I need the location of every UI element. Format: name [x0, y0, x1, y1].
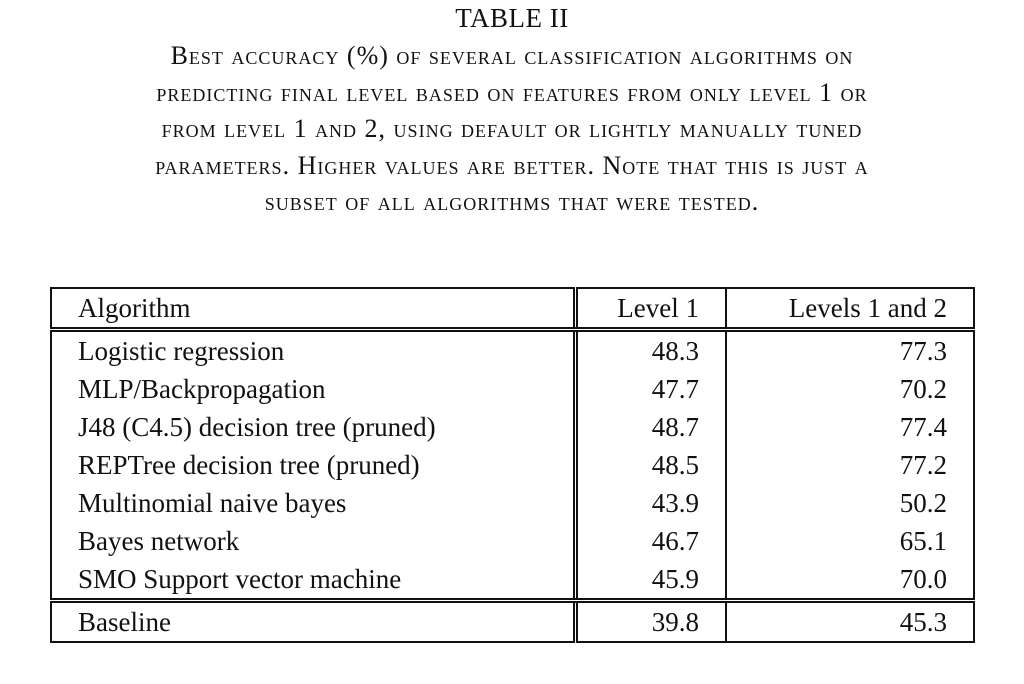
algorithm-cell: SMO Support vector machine: [51, 560, 576, 601]
table-row: [51, 522, 974, 560]
caption-line: from level 1 and 2, using default or lightly manually tuned: [161, 114, 863, 143]
levels-1-and-2-cell: 70.2: [726, 370, 974, 408]
table-row: [51, 330, 974, 371]
caption-line: subset of all algorithms that were tested.: [264, 187, 760, 216]
levels-1-and-2-cell: 50.2: [726, 484, 974, 522]
levels-1-and-2-cell: 65.1: [726, 522, 974, 560]
algorithm-cell: Bayes network: [51, 522, 576, 560]
levels-1-and-2-cell: 45.3: [726, 601, 974, 643]
level-1-cell: 48.7: [576, 408, 727, 446]
level-1-cell: 48.3: [576, 330, 727, 371]
level-1-cell: 47.7: [576, 370, 727, 408]
level-1-cell: 46.7: [576, 522, 727, 560]
algorithm-cell: Logistic regression: [51, 330, 576, 371]
results-table: [50, 287, 975, 643]
algorithm-cell: MLP/Backpropagation: [51, 370, 576, 408]
caption-line: Best accuracy (%) of several classification algorithms on: [170, 41, 854, 70]
baseline-row: [51, 601, 974, 643]
header-levels-1-and-2: Levels 1 and 2: [726, 288, 974, 330]
level-1-cell: 48.5: [576, 446, 727, 484]
level-1-cell: 39.8: [576, 601, 727, 643]
algorithm-cell: Baseline: [51, 601, 576, 643]
table-row: [51, 484, 974, 522]
table-row: [51, 560, 974, 601]
levels-1-and-2-cell: 70.0: [726, 560, 974, 601]
levels-1-and-2-cell: 77.4: [726, 408, 974, 446]
algorithm-cell: Multinomial naive bayes: [51, 484, 576, 522]
table-caption: [0, 38, 1024, 221]
caption-line: parameters. Higher values are better. Note that this is just a: [155, 150, 869, 180]
header-row: [51, 288, 974, 330]
levels-1-and-2-cell: 77.2: [726, 446, 974, 484]
header-algorithm: Algorithm: [51, 288, 576, 330]
table-row: [51, 446, 974, 484]
level-1-cell: 43.9: [576, 484, 727, 522]
table-row: [51, 408, 974, 446]
caption-line: predicting final level based on features from only level 1 or: [156, 77, 868, 107]
table-row: [51, 370, 974, 408]
level-1-cell: 45.9: [576, 560, 727, 601]
levels-1-and-2-cell: 77.3: [726, 330, 974, 371]
algorithm-cell: J48 (C4.5) decision tree (pruned): [51, 408, 576, 446]
table-number: TABLE II: [455, 3, 569, 33]
header-level-1: Level 1: [576, 288, 727, 330]
algorithm-cell: REPTree decision tree (pruned): [51, 446, 576, 484]
